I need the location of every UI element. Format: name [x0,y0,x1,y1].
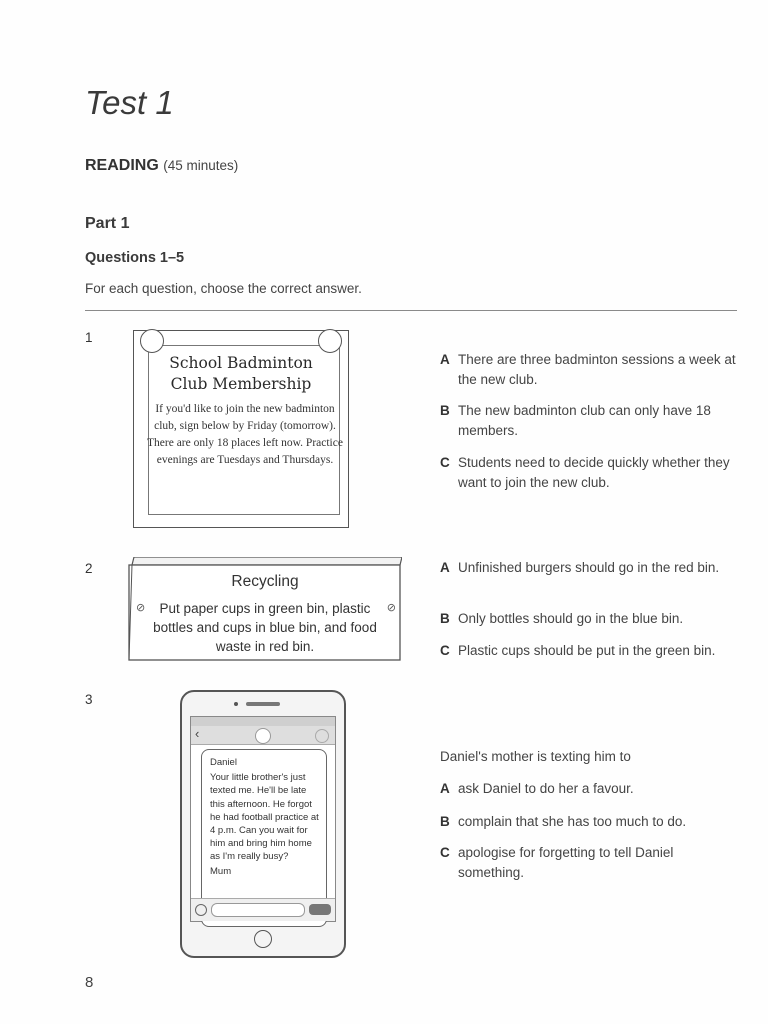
q3-option-a[interactable] [440,779,745,799]
message-body: Your little brother's just texted me. He'll be late this afternoon. He forgot he had football practice at 4 p.m. Can you wait for him and bring him home as I'm really busy? [210,772,319,863]
notice-title-line2: Club Membership [170,375,312,393]
badminton-notice [133,330,349,528]
pin-icon [318,329,342,353]
notice-title [134,353,348,395]
question-number-1: 1 [85,330,93,345]
section-name: READING [85,157,159,174]
option-text: The new badminton club can only have 18 members. [458,403,711,438]
info-icon [315,729,329,743]
question-number-2: 2 [85,561,93,576]
message-recipient: Daniel [210,757,237,768]
chat-top-bar [191,726,335,745]
option-letter: B [440,814,450,829]
option-text: ask Daniel to do her a favour. [458,781,634,796]
option-letter: A [440,352,450,367]
option-letter: A [440,781,450,796]
phone-screen [190,716,336,922]
test-title: Test 1 [85,84,174,121]
phone-illustration [180,690,346,958]
back-arrow-icon: ‹ [195,726,200,741]
sign-title: Recycling [231,573,299,590]
section-heading [85,157,238,175]
option-text: apologise for forgetting to tell Daniel something. [458,845,674,880]
section-duration: (45 minutes) [163,158,239,173]
q3-stem: Daniel's mother is texting him to [440,749,631,764]
contact-avatar-icon [255,728,271,744]
q3-option-c[interactable] [440,843,745,883]
divider [85,310,737,311]
home-button-icon [254,930,272,948]
option-letter: C [440,455,450,470]
q2-option-b[interactable] [440,609,745,629]
q2-option-a[interactable] [440,558,745,598]
q2-option-c[interactable] [440,641,745,661]
message-input-bar [191,898,335,921]
screw-icon: ⊘ [136,602,146,614]
camera-icon [195,904,207,916]
part-heading: Part 1 [85,215,130,232]
screw-icon: ⊘ [386,602,396,614]
status-bar [191,717,335,726]
recycling-sign [128,557,402,661]
question-number-3: 3 [85,692,93,707]
q1-option-a[interactable] [440,350,745,390]
sign-body: Put paper cups in green bin, plastic bottles and cups in blue bin, and food waste in red bin. [153,601,377,654]
q1-option-b[interactable] [440,401,745,441]
page-number: 8 [85,974,94,991]
option-text: Unfinished burgers should go in the red bin. [458,560,720,575]
option-letter: C [440,845,450,860]
message-input [211,903,305,917]
option-text: There are three badminton sessions a week at the new club. [458,352,736,387]
send-button [309,904,331,915]
option-letter: C [440,643,450,658]
instruction-text: For each question, choose the correct answer. [85,281,362,296]
option-text: Students need to decide quickly whether they want to join the new club. [458,455,730,490]
option-text: Only bottles should go in the blue bin. [458,611,684,626]
option-text: complain that she has too much to do. [458,814,687,829]
option-letter: B [440,403,450,418]
camera-icon [234,702,238,706]
option-text: Plastic cups should be put in the green bin. [458,643,716,658]
message-text [210,756,320,878]
pin-icon [140,329,164,353]
message-sender: Mum [210,865,232,877]
option-letter: A [440,560,450,575]
notice-body: If you'd like to join the new badminton club, sign below by Friday (tomorrow). There are only 18 places left now. Practice evenings are Tuesdays and Thursdays. [147,403,343,466]
q3-option-b[interactable] [440,812,745,832]
q1-option-c[interactable] [440,453,745,493]
option-letter: B [440,611,450,626]
questions-range: Questions 1–5 [85,250,185,266]
notice-title-line1: School Badminton [169,354,313,372]
speaker-icon [246,702,280,706]
